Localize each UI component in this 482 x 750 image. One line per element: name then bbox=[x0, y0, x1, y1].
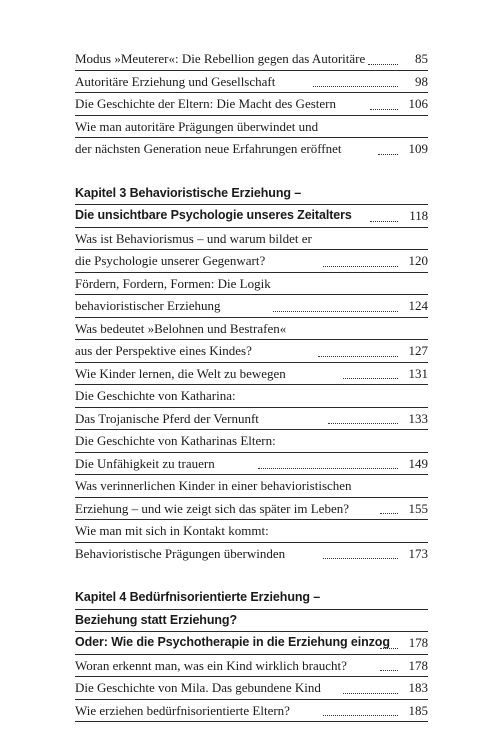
toc-entry-title: Wie Kinder lernen, die Welt zu bewegen bbox=[75, 365, 286, 381]
toc-entry-title: Die Geschichte von Katharina: bbox=[75, 388, 236, 403]
toc-entry-title: Erziehung – und wie zeigt sich das später im Leben? bbox=[75, 500, 349, 516]
toc-entry-title: Wie man autoritäre Prägungen überwindet und bbox=[75, 118, 319, 134]
toc-page-number: 173 bbox=[408, 545, 428, 561]
dot-leader bbox=[378, 154, 398, 155]
toc-entry bbox=[75, 408, 428, 431]
toc-entry bbox=[75, 430, 428, 453]
table-of-contents bbox=[75, 48, 428, 722]
toc-entry bbox=[75, 295, 428, 318]
toc-page-number: 183 bbox=[408, 680, 428, 695]
toc-entry bbox=[75, 71, 428, 94]
dot-leader bbox=[370, 221, 398, 222]
toc-entry bbox=[75, 498, 428, 521]
toc-entry bbox=[75, 116, 428, 139]
chapter-heading bbox=[75, 587, 428, 610]
dot-leader bbox=[323, 558, 398, 559]
dot-leader bbox=[368, 64, 398, 65]
chapter-title: Kapitel 3 Behavioristische Erziehung – bbox=[75, 185, 302, 200]
chapter-heading bbox=[75, 632, 428, 655]
toc-entry bbox=[75, 340, 428, 363]
toc-entry bbox=[75, 48, 428, 71]
toc-entry-title: Die Geschichte von Mila. Das gebundene Kind bbox=[75, 680, 321, 695]
toc-page-number: 124 bbox=[408, 298, 428, 313]
toc-page-number: 131 bbox=[408, 365, 428, 381]
toc-entry-title: Fördern, Fordern, Formen: Die Logik bbox=[75, 275, 271, 291]
chapter-subtitle: Oder: Wie die Psychotherapie in die Erziehung einzog bbox=[75, 635, 390, 649]
toc-entry-title: Wie erziehen bedürfnisorientierte Eltern? bbox=[75, 702, 290, 718]
dot-leader bbox=[370, 109, 398, 110]
toc-entry bbox=[75, 318, 428, 341]
dot-leader bbox=[258, 468, 398, 469]
toc-entry bbox=[75, 250, 428, 273]
toc-entry-title: die Psychologie unserer Gegenwart? bbox=[75, 253, 266, 268]
toc-entry bbox=[75, 700, 428, 723]
dot-leader bbox=[380, 648, 398, 649]
chapter-heading bbox=[75, 183, 428, 206]
toc-page-number: 149 bbox=[408, 455, 428, 471]
toc-entry-title: behavioristischer Erziehung bbox=[75, 298, 221, 313]
toc-entry bbox=[75, 655, 428, 678]
toc-entry-title: Die Geschichte der Eltern: Die Macht des Gestern bbox=[75, 96, 336, 111]
toc-entry-title: Wie man mit sich in Kontakt kommt: bbox=[75, 523, 269, 538]
toc-page-number: 178 bbox=[408, 657, 428, 673]
toc-entry bbox=[75, 228, 428, 251]
dot-leader bbox=[273, 311, 398, 312]
toc-entry-title: Behavioristische Prägungen überwinden bbox=[75, 545, 286, 561]
toc-entry bbox=[75, 138, 428, 160]
toc-page-number: 155 bbox=[408, 500, 428, 516]
toc-entry-title: der nächsten Generation neue Erfahrungen eröffnet bbox=[75, 141, 342, 156]
toc-entry-title: Modus »Meuterer«: Die Rebellion gegen das Autoritäre bbox=[75, 51, 366, 66]
dot-leader bbox=[323, 715, 398, 716]
chapter-subtitle: Beziehung statt Erziehung? bbox=[75, 612, 237, 627]
toc-page-number: 118 bbox=[409, 208, 428, 223]
toc-entry bbox=[75, 520, 428, 543]
toc-entry-title: Das Trojanische Pferd der Vernunft bbox=[75, 410, 259, 426]
toc-page-number: 106 bbox=[408, 96, 428, 111]
toc-page-number: 85 bbox=[415, 51, 428, 66]
toc-entry bbox=[75, 273, 428, 296]
toc-entry bbox=[75, 93, 428, 116]
dot-leader bbox=[380, 670, 398, 671]
toc-entry-title: Was ist Behaviorismus – und warum bildet er bbox=[75, 230, 312, 246]
toc-entry-title: Was bedeutet »Belohnen und Bestrafen« bbox=[75, 320, 287, 336]
dot-leader bbox=[343, 693, 398, 694]
chapter-title: Kapitel 4 Bedürfnisorientierte Erziehung – bbox=[75, 590, 321, 604]
toc-entry-title: Was verinnerlichen Kinder in einer behavioristischen bbox=[75, 478, 352, 493]
toc-entry-title: Woran erkennt man, was ein Kind wirklich braucht? bbox=[75, 657, 347, 673]
toc-entry-title: Autoritäre Erziehung und Gesellschaft bbox=[75, 73, 276, 89]
dot-leader bbox=[380, 513, 398, 514]
toc-entry bbox=[75, 363, 428, 386]
toc-entry-title: Die Unfähigkeit zu trauern bbox=[75, 455, 215, 471]
toc-entry bbox=[75, 543, 428, 565]
toc-entry bbox=[75, 453, 428, 476]
toc-page-number: 133 bbox=[408, 410, 428, 426]
toc-page-number: 127 bbox=[408, 343, 428, 358]
dot-leader bbox=[323, 266, 398, 267]
chapter-subtitle: Die unsichtbare Psychologie unseres Zeitalters bbox=[75, 208, 352, 222]
toc-entry-title: Die Geschichte von Katharinas Eltern: bbox=[75, 433, 276, 448]
toc-entry bbox=[75, 385, 428, 408]
toc-page-number: 178 bbox=[408, 635, 428, 650]
toc-page-number: 185 bbox=[408, 702, 428, 718]
toc-page-number: 98 bbox=[415, 73, 428, 89]
dot-leader bbox=[313, 86, 398, 87]
toc-entry bbox=[75, 475, 428, 498]
chapter-heading bbox=[75, 205, 428, 228]
toc-entry-title: aus der Perspektive eines Kindes? bbox=[75, 343, 252, 358]
dot-leader bbox=[318, 356, 398, 357]
toc-entry bbox=[75, 677, 428, 700]
dot-leader bbox=[343, 378, 398, 379]
toc-page-number: 109 bbox=[408, 141, 428, 156]
toc-page-number: 120 bbox=[408, 253, 428, 268]
dot-leader bbox=[328, 423, 398, 424]
chapter-heading bbox=[75, 610, 428, 633]
